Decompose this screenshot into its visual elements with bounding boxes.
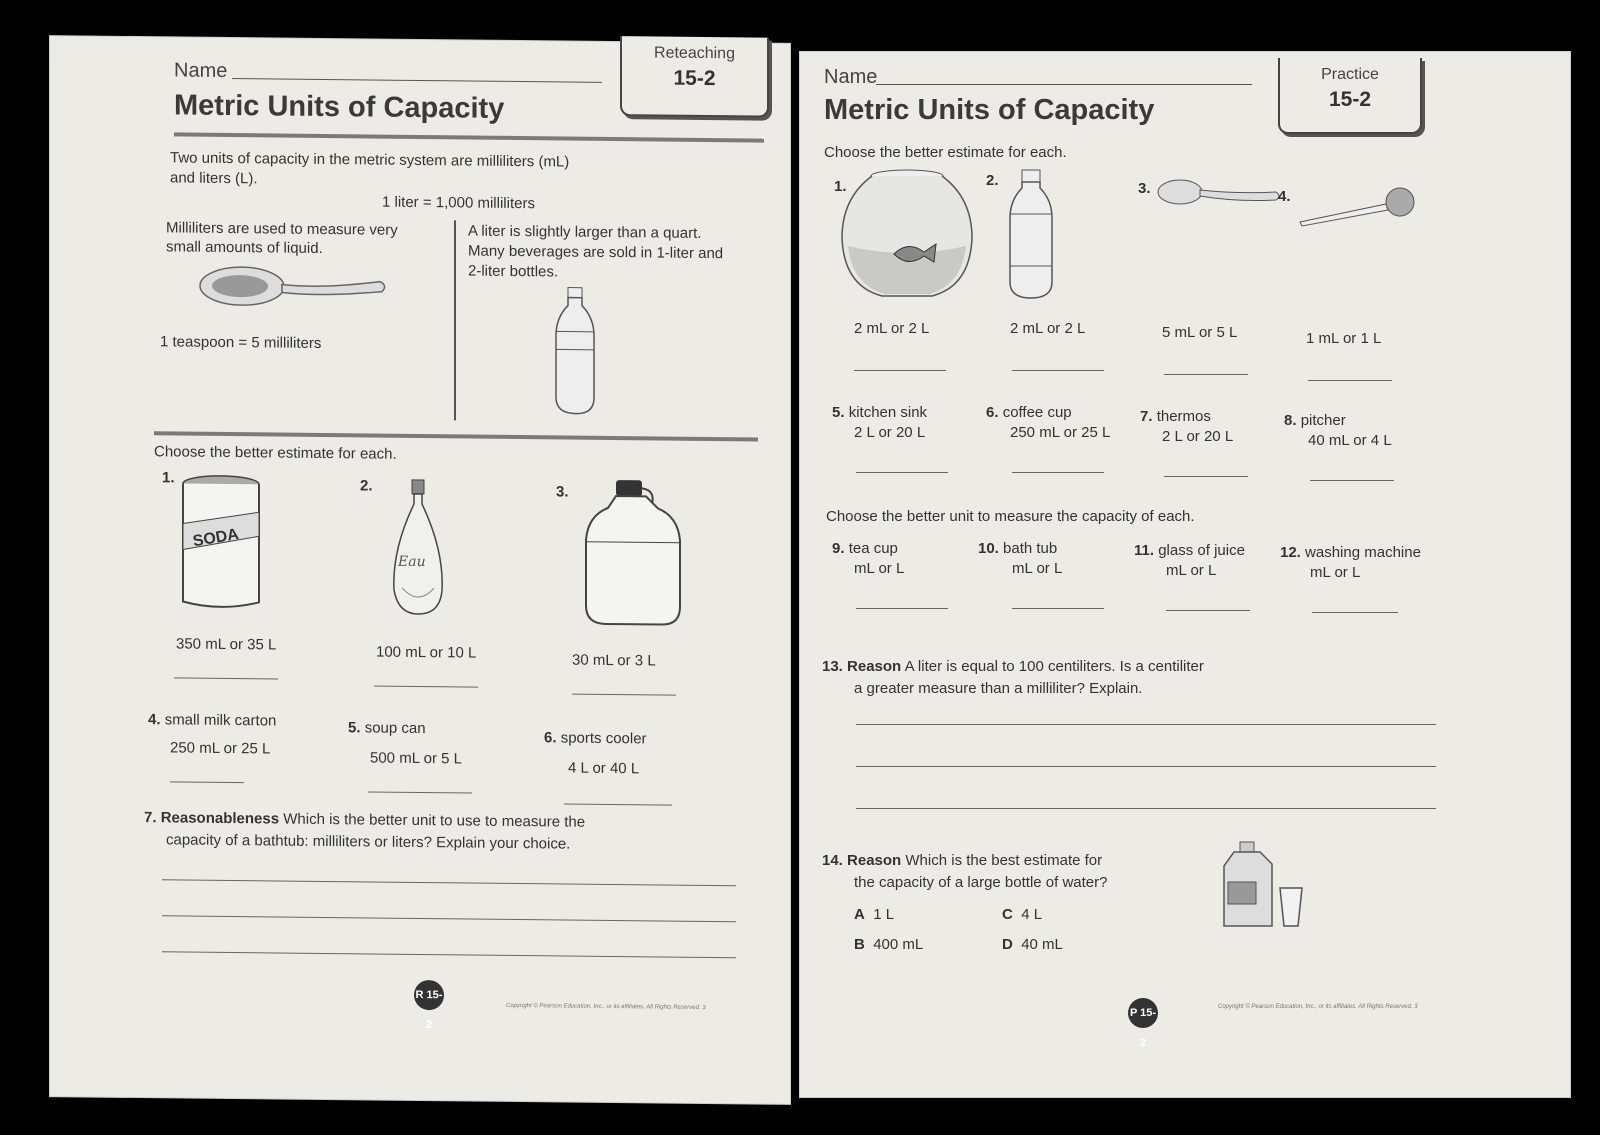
page-badge: R 15-2 [414, 980, 444, 1010]
unit-heading: Choose the better unit to measure the capacity of each. [826, 508, 1195, 525]
p-item-3-answer-line[interactable] [1164, 374, 1248, 375]
liter-bottle-icon [552, 287, 600, 418]
p-item-8-choice: 40 mL or 4 L [1308, 432, 1392, 449]
p-item-8-text: pitcher [1300, 412, 1346, 429]
question-14 [822, 850, 1102, 871]
copyright: Copyright © Pearson Education, Inc., or its affiliates. All Rights Reserved. 3 [506, 1002, 706, 1011]
q7-bold-label: Reasonableness [160, 809, 280, 828]
option-c[interactable] [1002, 904, 1042, 925]
page-title: Metric Units of Capacity [824, 94, 1155, 126]
item-6-text: sports cooler [560, 729, 647, 748]
choose-heading: Choose the better estimate for each. [824, 144, 1067, 161]
liter-text-2: Many beverages are sold in 1-liter and [468, 242, 724, 263]
item-2-choice: 100 mL or 10 L [376, 643, 477, 662]
item-1-answer-line[interactable] [174, 677, 278, 679]
p-item-5-choice: 2 L or 20 L [854, 424, 926, 441]
q13-answer-line-3[interactable] [856, 808, 1436, 809]
p-item-9-number: 9. [832, 540, 845, 557]
p-item-3-number: 3. [1138, 180, 1151, 197]
option-a[interactable] [854, 904, 894, 925]
q14-text-2: the capacity of a large bottle of water? [854, 874, 1108, 891]
reteaching-tab [620, 36, 769, 118]
p-item-8-answer-line[interactable] [1310, 480, 1394, 481]
p-item-9-prompt [832, 538, 898, 559]
fishbowl-icon [842, 168, 972, 302]
p-item-12-prompt [1280, 542, 1421, 563]
item-2-number: 2. [360, 477, 373, 495]
p-item-8-number: 8. [1284, 412, 1297, 429]
canteen-icon [582, 480, 686, 631]
p-item-4-number: 4. [1278, 188, 1291, 205]
tab-type: Reteaching [654, 44, 735, 63]
p-item-5-prompt [832, 402, 927, 423]
plastic-bottle-icon [1008, 170, 1054, 300]
p-item-6-answer-line[interactable] [1012, 472, 1104, 473]
p-item-10-answer-line[interactable] [1012, 608, 1104, 609]
p-item-3-choice: 5 mL or 5 L [1162, 324, 1238, 341]
right-page-practice [800, 52, 1570, 1097]
option-b-letter: B [854, 936, 865, 953]
p-item-1-number: 1. [834, 178, 847, 195]
item-5-text: soup can [364, 719, 426, 738]
p-item-5-text: kitchen sink [848, 404, 928, 421]
teaspoon-text: 1 teaspoon = 5 milliliters [160, 333, 322, 352]
option-d-text: 40 mL [1021, 936, 1063, 953]
liter-text-1: A liter is slightly larger than a quart. [468, 222, 702, 242]
option-c-text: 4 L [1021, 906, 1043, 923]
option-b[interactable] [854, 934, 923, 955]
p-item-11-text: glass of juice [1158, 542, 1245, 559]
section-rule [154, 431, 758, 441]
name-label: Name [174, 59, 228, 82]
p-item-11-choice: mL or L [1166, 562, 1217, 579]
eau-label: Eau [398, 553, 426, 571]
q7-answer-line-3[interactable] [162, 951, 736, 958]
p-item-7-text: thermos [1156, 408, 1211, 425]
page-badge: P 15-2 [1128, 998, 1158, 1028]
milliliter-text-1: Milliliters are used to measure very [166, 219, 398, 239]
spoon-icon [1156, 176, 1284, 212]
intro-line-1: Two units of capacity in the metric system are milliliters (mL) [170, 149, 570, 171]
name-label: Name [824, 66, 878, 88]
q13-number: 13. [822, 658, 843, 675]
q7-text-2: capacity of a bathtub: milliliters or liters? Explain your choice. [166, 831, 571, 853]
p-item-12-answer-line[interactable] [1312, 612, 1398, 613]
item-4-answer-line[interactable] [170, 781, 244, 783]
p-item-10-prompt [978, 538, 1057, 559]
p-item-12-text: washing machine [1305, 544, 1421, 561]
q13-text-2: a greater measure than a milliliter? Explain. [854, 680, 1143, 697]
item-3-number: 3. [556, 483, 569, 501]
q13-answer-line-2[interactable] [856, 766, 1436, 767]
p-item-4-answer-line[interactable] [1308, 380, 1392, 381]
tab-type: Practice [1321, 66, 1379, 83]
left-page-reteaching [50, 36, 790, 1104]
question-13 [822, 656, 1204, 677]
item-6-prompt [544, 727, 647, 749]
item-4-number: 4. [148, 711, 161, 729]
p-item-1-choice: 2 mL or 2 L [854, 320, 930, 337]
p-item-5-number: 5. [832, 404, 845, 421]
p-item-7-number: 7. [1140, 408, 1153, 425]
tab-number: 15-2 [673, 66, 716, 91]
p-item-12-number: 12. [1280, 544, 1301, 561]
item-5-prompt [348, 717, 426, 739]
soda-can-icon [180, 473, 262, 612]
p-item-7-choice: 2 L or 20 L [1162, 428, 1234, 445]
item-5-number: 5. [348, 719, 361, 737]
page-title: Metric Units of Capacity [174, 89, 505, 125]
q14-number: 14. [822, 852, 843, 869]
p-item-10-number: 10. [978, 540, 999, 557]
option-d-letter: D [1002, 936, 1013, 953]
item-6-choice: 4 L or 40 L [568, 759, 640, 778]
p-item-6-prompt [986, 402, 1072, 423]
perfume-bottle-icon [384, 480, 454, 619]
p-item-11-answer-line[interactable] [1166, 610, 1250, 611]
q13-text-1: A liter is equal to 100 centiliters. Is a centiliter [904, 658, 1204, 675]
item-4-prompt [148, 709, 276, 731]
q14-text-1: Which is the best estimate for [905, 852, 1103, 869]
item-1-number: 1. [162, 469, 175, 487]
copyright: Copyright © Pearson Education, Inc., or its affiliates. All Rights Reserved. 3 [1218, 1004, 1418, 1010]
p-item-6-text: coffee cup [1002, 404, 1072, 421]
option-d[interactable] [1002, 934, 1063, 955]
p-item-2-answer-line[interactable] [1012, 370, 1104, 371]
item-5-answer-line[interactable] [368, 791, 472, 793]
soda-label: SODA [191, 525, 241, 551]
title-rule [174, 132, 764, 142]
q13-bold-label: Reason [847, 658, 902, 675]
q7-answer-line-1[interactable] [162, 879, 736, 886]
p-item-9-answer-line[interactable] [856, 608, 948, 609]
p-item-11-prompt [1134, 540, 1245, 561]
item-4-text: small milk carton [164, 711, 277, 730]
name-input-line[interactable] [876, 84, 1252, 85]
option-a-text: 1 L [873, 906, 895, 923]
p-item-1-answer-line[interactable] [854, 370, 946, 371]
item-3-answer-line[interactable] [572, 694, 676, 696]
p-item-11-number: 11. [1134, 542, 1155, 559]
item-3-choice: 30 mL or 3 L [572, 651, 656, 670]
p-item-10-choice: mL or L [1012, 560, 1063, 577]
milliliter-text-2: small amounts of liquid. [166, 238, 323, 257]
dropper-icon [1298, 188, 1418, 228]
p-item-10-text: bath tub [1003, 540, 1058, 557]
item-6-answer-line[interactable] [564, 804, 672, 806]
name-input-line[interactable] [232, 78, 602, 83]
p-item-4-choice: 1 mL or 1 L [1306, 330, 1382, 347]
q14-bold-label: Reason [847, 852, 902, 869]
column-divider [454, 220, 456, 420]
choose-heading: Choose the better estimate for each. [154, 443, 397, 463]
option-c-letter: C [1002, 906, 1013, 923]
q7-answer-line-2[interactable] [162, 915, 736, 922]
p-item-2-choice: 2 mL or 2 L [1010, 320, 1086, 337]
p-item-9-text: tea cup [848, 540, 898, 557]
liter-equation: 1 liter = 1,000 milliliters [382, 193, 535, 213]
p-item-2-number: 2. [986, 172, 999, 189]
q7-number: 7. [144, 809, 157, 827]
intro-line-2: and liters (L). [170, 169, 258, 188]
item-2-answer-line[interactable] [374, 686, 478, 688]
item-4-choice: 250 mL or 25 L [170, 739, 271, 758]
p-item-6-choice: 250 mL or 25 L [1010, 424, 1111, 441]
practice-tab [1278, 58, 1422, 134]
tab-number: 15-2 [1328, 88, 1372, 111]
option-b-text: 400 mL [873, 936, 924, 953]
p-item-9-choice: mL or L [854, 560, 905, 577]
p-item-7-answer-line[interactable] [1164, 476, 1248, 477]
item-1-choice: 350 mL or 35 L [176, 635, 277, 654]
q7-text-1: Which is the better unit to use to measure the [283, 810, 586, 831]
teaspoon-icon [200, 266, 390, 318]
item-5-choice: 500 mL or 5 L [370, 749, 462, 768]
p-item-8-prompt [1284, 410, 1346, 431]
liter-text-3: 2-liter bottles. [468, 262, 559, 281]
p-item-5-answer-line[interactable] [856, 472, 948, 473]
p-item-6-number: 6. [986, 404, 999, 421]
option-a-letter: A [854, 906, 865, 923]
p-item-7-prompt [1140, 406, 1211, 427]
item-6-number: 6. [544, 729, 557, 747]
q13-answer-line-1[interactable] [856, 724, 1436, 725]
water-jug-and-cup-icon [1220, 842, 1310, 932]
p-item-12-choice: mL or L [1310, 564, 1361, 581]
